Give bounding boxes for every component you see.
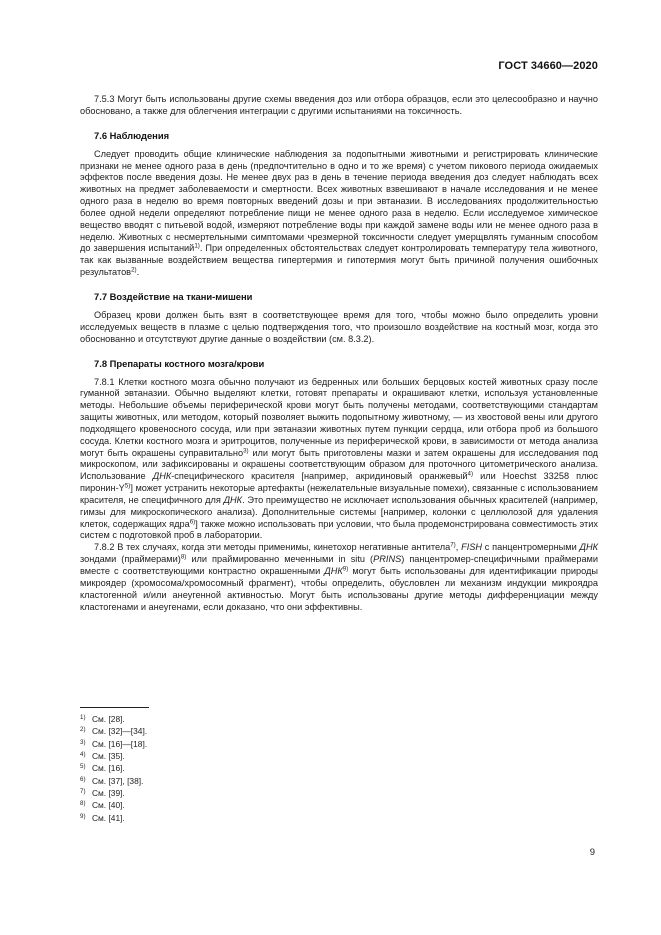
footnote-text: См. [40].	[92, 800, 125, 811]
section-heading-7-7: 7.7 Воздействие на ткани-мишени	[94, 290, 253, 302]
footnote-ref-4[interactable]: 4)	[467, 470, 474, 478]
emphasis-dna: ДНК	[579, 542, 599, 553]
footnote-item: 5) См. [16].	[80, 763, 125, 774]
paragraph-7-7: Образец крови должен быть взят в соответствующее время для того, чтобы можно было определить уровни исследуемых веществ в плазме с целью подтверждения того, что произошло воздействие на костный мозг, когда это обоснованно и отсутствуют другие данные о воздействии (см. 8.3.2).	[80, 309, 598, 344]
emphasis-prins: PRINS	[373, 554, 402, 565]
footnote-ref-3[interactable]: 3)	[243, 447, 249, 455]
footnote-item: 6) См. [37], [38].	[80, 775, 144, 786]
footnote-text: См. [35].	[92, 751, 125, 762]
footnote-ref-9[interactable]: 9)	[342, 565, 349, 573]
paragraph-7-5-3: 7.5.3 Могут быть использованы другие схемы введения доз или отбора образцов, если это целесообразно и научно обосновано, а также для облегчения интеграции с другими испытаниями на токсичность.	[80, 94, 598, 116]
footnote-text: См. [16].	[92, 763, 125, 774]
footnote-ref-7[interactable]: 7)	[450, 541, 456, 549]
footnote-ref-1[interactable]: 1)	[194, 243, 200, 251]
section-heading-7-8: 7.8 Препараты костного мозга/крови	[94, 357, 265, 369]
paragraph-7-6: Следует проводить общие клинические наблюдения за подопытными животными и регистрировать клинические признаки не менее одного раза в день (предпочтительно в одно и то же время) с учетом пикового периода ожидаемых эффектов после введения дозы. Не менее двух раз в день в течение периода введения доз следует наблюдать всех животных на предмет заболеваемости и смертности. Всех животных взвешивают в начале исследования и не менее одного раза в неделю во время повторных введений дозы и при эвтаназии. В исследованиях продолжительностью более одной недели определяют потребление пищи не менее одного раза в неделю. Если исследуемое химическое вещество вводят с питьевой водой, измеряют потребление воды при каждой замене воды или не менее одного раза в неделю. Животных с несмертельными симптомами чрезмерной токсичности следует умерщвлять гуманным способом до завершения испытаний$^{1)}$. При определенных обстоятельствах следует контролировать температуру тела животного, так как вызванные воздействием вещества гипертермия и гипотермия могут быть причиной получения ошибочных результатов$^{2)}$.	[80, 148, 598, 278]
emphasis-dna: ДНК	[223, 494, 243, 505]
footnote-item: 1) См. [28].	[80, 713, 125, 724]
footnote-ref-5[interactable]: 5)	[124, 482, 131, 490]
footnotes-list	[80, 713, 147, 824]
footnote-text: См. [39].	[92, 788, 125, 799]
paragraph-7-8-1: 7.8.1 Клетки костного мозга обычно получают из бедренных или больших берцовых костей животных сразу после гуманной эвтаназии. Обычно выделяют клетки, готовят препараты и окрашивают клетки, используя установленные методы. Небольшие объемы периферической крови могут быть получены методами, соответствующими стандартам защиты животных, или методом, который позволяет выжить подопытному животному, — из хвостовой вены или другого подходящего кровеносного сосуда, или при эвтаназии животных путем пункции сердца, или отбора проб из большого сосуда. Клетки костного мозга и эритроцитов, полученные из периферической крови, в зависимости от метода анализа могут быть окрашены суправитально$^{3)}$ или могут быть приготовлены мазки и затем окрашены для исследования под микроскопом, или зафиксированы и окрашены соответствующим образом для проточного цитометрического анализа. Использование ДНК-специфического красителя [например, акридиновый оранжевый$^{4)}$ или Hoechst 33258 плюс пиронин-$Y^{5)}$] может устранить некоторые артефакты (нежелательные визуальные помехи), связанные с использованием красителя, не специфичного для ДНК. Это преимущество не исключает использования обычных красителей (например, гимзы для микроскопического анализа). Дополнительные системы [например, колонки с целлюлозой для удаления клеток, содержащих ядра$^{6)}$] также можно использовать при условии, что была продемонстрирована совместимость этих систем с подготовкой проб в лаборатории.	[80, 376, 598, 541]
footnote-item: 9) См. [41].	[80, 812, 125, 823]
footnote-text: См. [28].	[92, 714, 125, 724]
footnote-text: См. [37], [38].	[92, 775, 144, 786]
footnote-item: 7) См. [39].	[80, 787, 125, 799]
footnote-ref-2[interactable]: 2)	[131, 266, 137, 274]
footnote-item: 2) См. [32]—[34].	[80, 726, 148, 737]
footnote-divider	[80, 707, 149, 708]
page-number: 9	[589, 847, 595, 858]
emphasis-dna: ДНК	[152, 471, 172, 482]
footnote-item: 3) См. [16]—[18].	[80, 738, 148, 749]
emphasis-fish: FISH	[461, 542, 483, 553]
footnote-item: 4) См. [35].	[80, 750, 125, 762]
paragraph-7-8-2: 7.8.2 В тех случаях, когда эти методы применимы, кинетохор негативные антитела$^{7)}$, FISH с панцентромерными ДНК зондами (праймерами)$^{8)}$ или праймированно меченными in situ (PRINS) панцентромер-специфичными праймерами вместе с соответствующими контрастно окрашенными ДНК$^{9)}$ могут быть использованы для идентификации природы микроядер (хромосома/хромосомный фрагмент), чтобы определить, обусловлен ли механизм индукции микроядра кластогенной и/или анеугенной активностью. Могут быть использованы другие методы дифференциации между кластогенами и анеугенами, если доказано, что они эффективны.	[80, 541, 599, 612]
document-body	[80, 94, 598, 613]
emphasis-dna: ДНК	[324, 566, 343, 576]
document-code: ГОСТ 34660—2020	[498, 60, 598, 72]
footnote-ref-6[interactable]: 6)	[189, 518, 196, 526]
footnote-text: См. [41].	[92, 812, 125, 823]
footnote-ref-8[interactable]: 8)	[180, 553, 187, 561]
section-heading-7-6: 7.6 Наблюдения	[94, 129, 170, 141]
footnote-text: См. [16]—[18].	[92, 738, 148, 749]
footnote-text: См. [32]—[34].	[92, 726, 148, 737]
footnote-item: 8) См. [40].	[80, 800, 125, 811]
